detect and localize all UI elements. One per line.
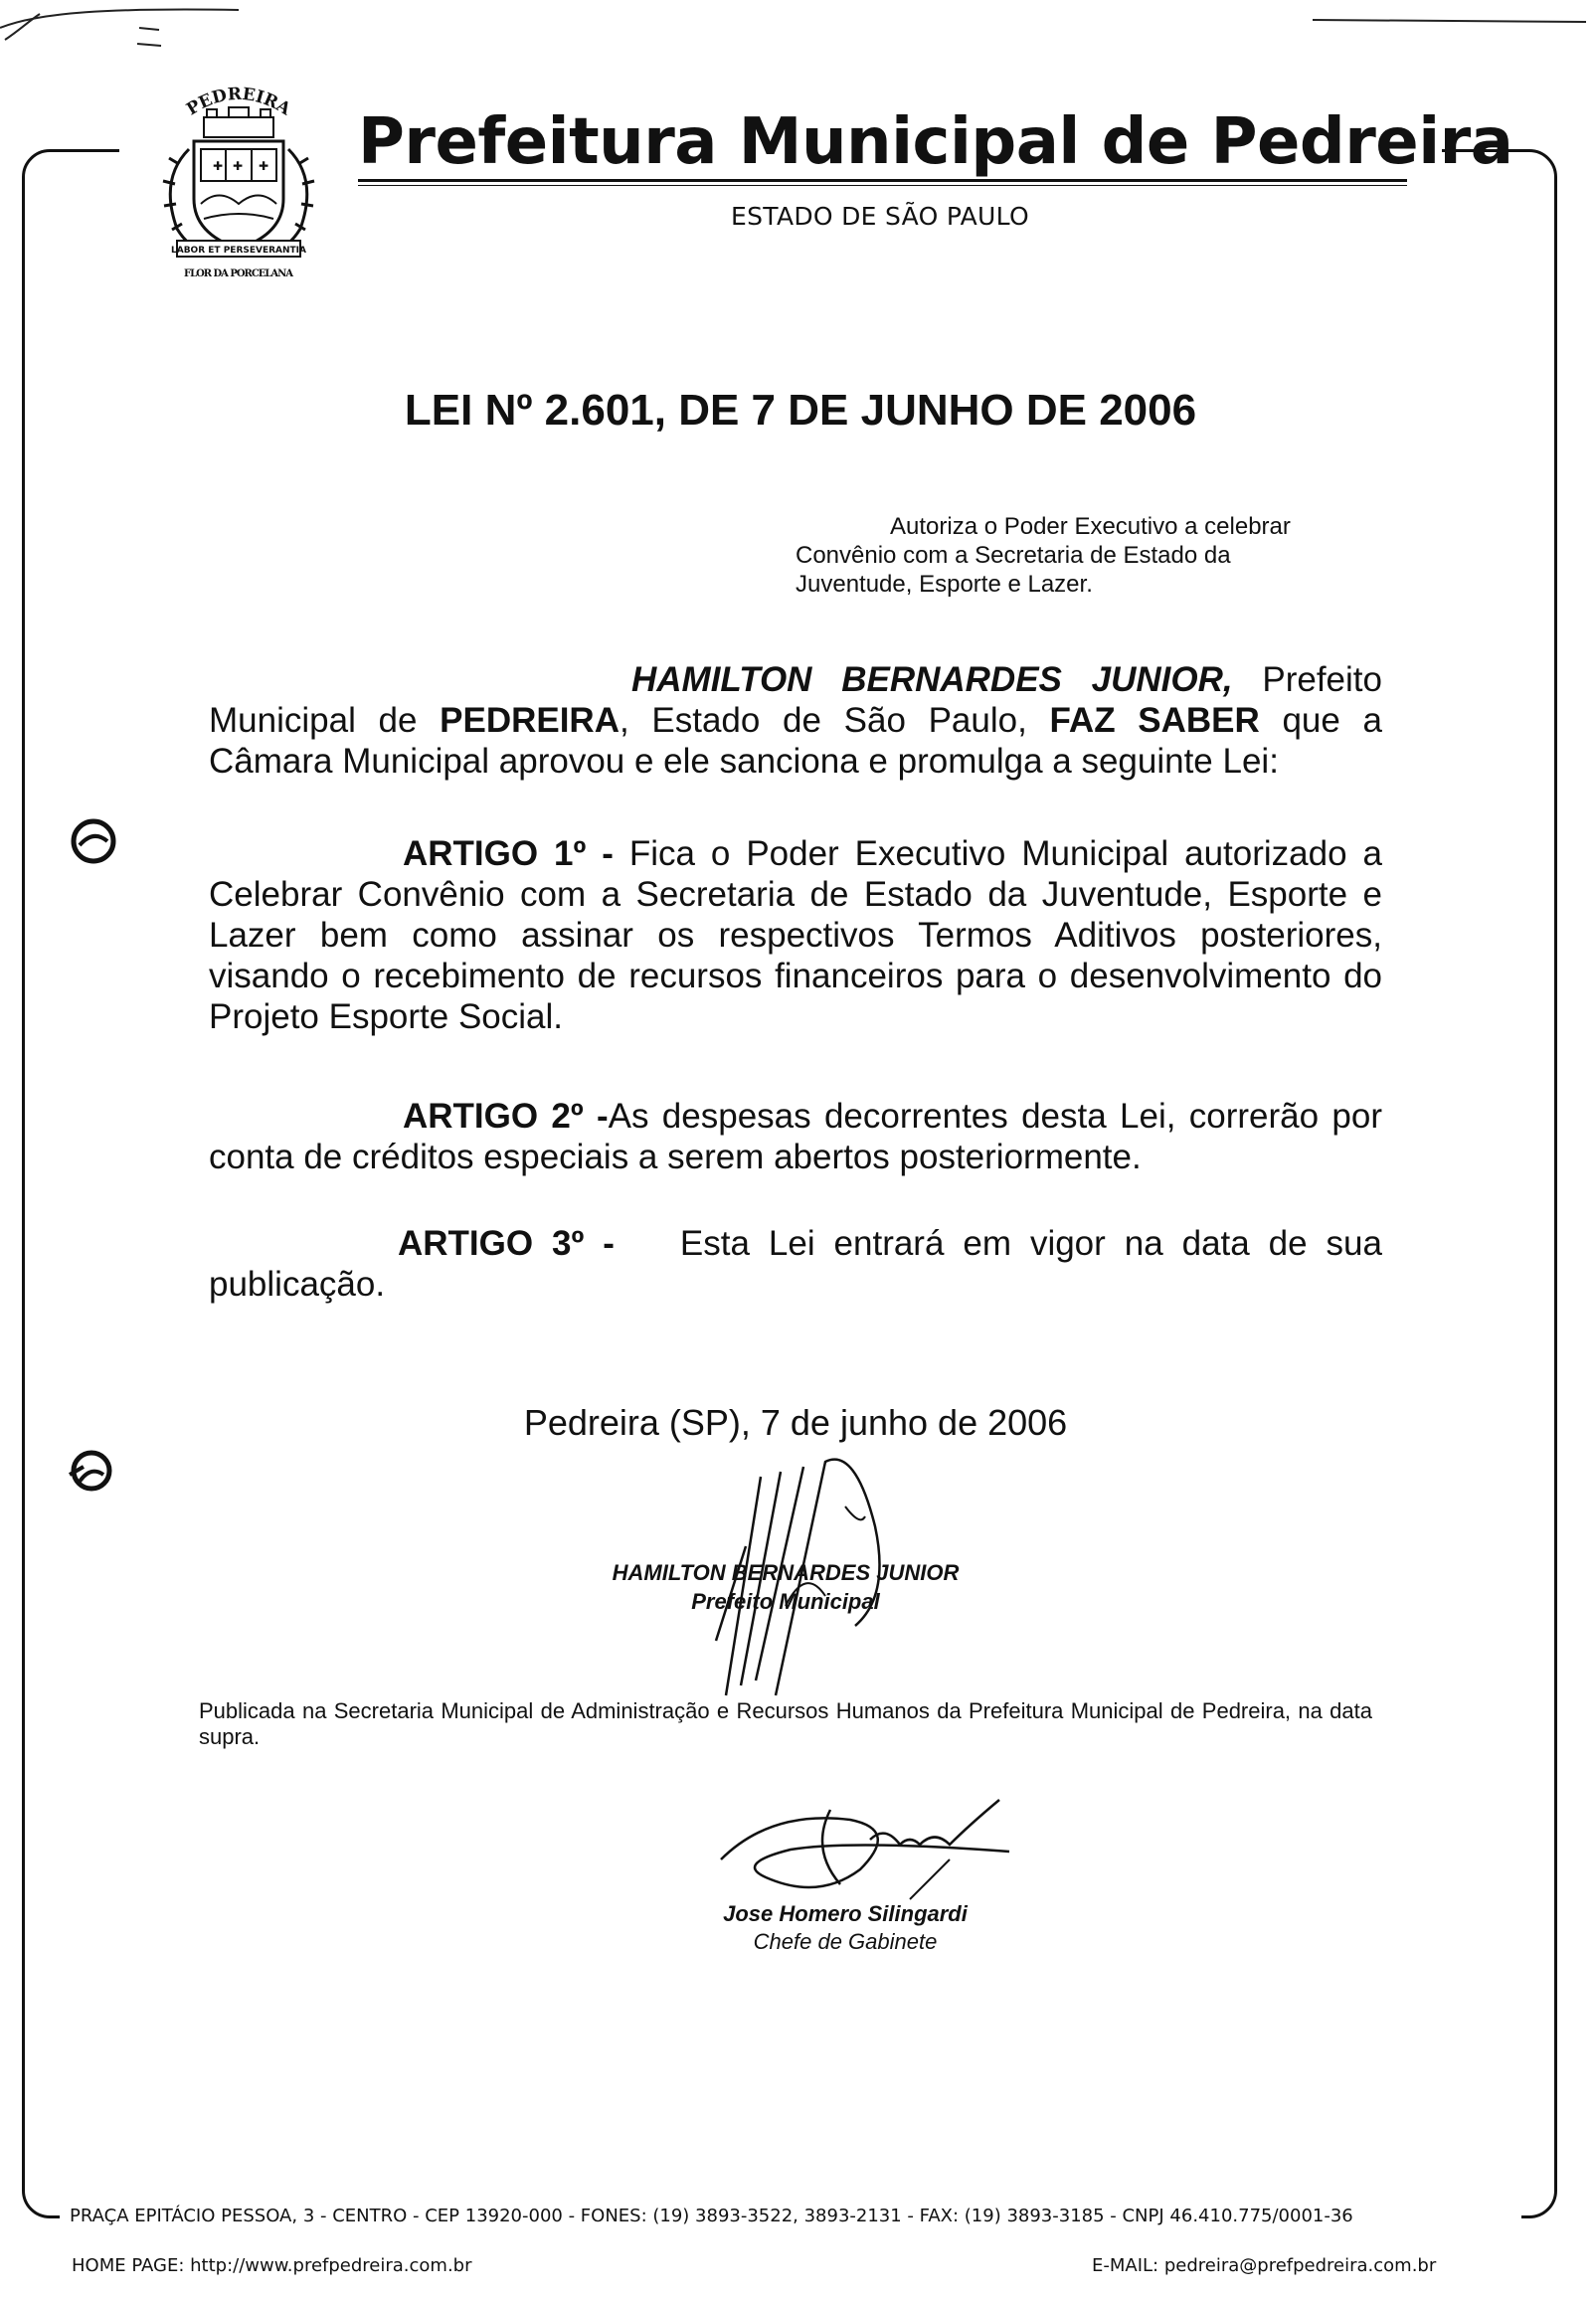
crest-banner-text: LABOR ET PERSEVERANTIA <box>171 246 306 256</box>
article-text: Fica o Poder Executivo Municipal autorizado a Celebrar Convênio com a Secretaria de Estado da Juventude, Esporte e Lazer bem como assinar os respectivos Termos Aditivos posteriores, visando o recebimento de recursos financeiros para o desenvolvimento do Projeto Esporte Social. <box>209 834 1382 1036</box>
law-summary: Autoriza o Poder Executivo a celebrar Convênio com a Secretaria de Estado da Juventude, Esporte e Lazer. <box>796 513 1291 598</box>
title-underline <box>358 179 1407 182</box>
article-2 <box>209 1096 1382 1177</box>
place-date: Pedreira (SP), 7 de junho de 2006 <box>523 1402 1068 1443</box>
svg-text:✚: ✚ <box>233 159 244 173</box>
punch-hole-mark <box>68 815 119 867</box>
article-1 <box>209 833 1382 1037</box>
svg-text:PEDREIRA <box>183 85 294 120</box>
preamble-text: , Estado de São Paulo, <box>620 701 1050 740</box>
scan-mark-top-left <box>0 0 249 60</box>
title-underline <box>358 185 1407 186</box>
footer-home-page: HOME PAGE: http://www.prefpedreira.com.br <box>72 2255 472 2276</box>
svg-text:✚: ✚ <box>259 159 269 173</box>
scan-mark-top-right <box>1293 8 1591 28</box>
chief-of-staff-signature <box>711 1790 1029 1909</box>
footer-email: E-MAIL: pedreira@prefpedreira.com.br <box>1092 2255 1437 2276</box>
mayor-name: HAMILTON BERNARDES JUNIOR, <box>631 660 1233 699</box>
signatory-name: Jose Homero Silingardi <box>723 1901 968 1926</box>
crest-top-text: PEDREIRA <box>183 84 294 120</box>
faz-saber: FAZ SABER <box>1049 701 1260 740</box>
signatory-role: Prefeito Municipal <box>691 1589 880 1614</box>
page-title: Prefeitura Municipal de Pedreira <box>358 105 1513 179</box>
preamble-paragraph <box>209 659 1382 782</box>
punch-hole-mark <box>64 1445 115 1497</box>
article-label: ARTIGO 3º - <box>398 1224 615 1263</box>
article-label: ARTIGO 1º - <box>403 834 614 873</box>
article-text: As despesas decorrentes desta Lei, correrão por conta de créditos especiais a serem abertos posteriormente. <box>209 1097 1382 1176</box>
preamble-text: que a Câmara Municipal aprovou e ele sanciona e promulga a seguinte Lei: <box>209 701 1382 781</box>
city-name: PEDREIRA <box>440 701 620 740</box>
preamble-text: Prefeito Municipal de <box>209 660 1382 740</box>
article-label: ARTIGO 2º - <box>403 1097 609 1136</box>
article-text: Esta Lei entrará em vigor na data de sua publicação. <box>209 1224 1382 1304</box>
svg-text:✚: ✚ <box>213 159 224 173</box>
signatory-name: HAMILTON BERNARDES JUNIOR <box>612 1560 960 1585</box>
law-title: LEI Nº 2.601, DE 7 DE JUNHO DE 2006 <box>404 386 1197 435</box>
state-subtitle: ESTADO DE SÃO PAULO <box>731 202 1029 231</box>
crest-bottom-text: FLOR DA PORCELANA <box>184 268 293 279</box>
signatory-role: Chefe de Gabinete <box>753 1929 938 1954</box>
article-3 <box>209 1223 1382 1305</box>
publication-note: Publicada na Secretaria Municipal de Administração e Recursos Humanos da Prefeitura Municipal de Pedreira, na data supra. <box>199 1698 1372 1749</box>
footer-address: PRAÇA EPITÁCIO PESSOA, 3 - CENTRO - CEP 13920-000 - FONES: (19) 3893-3522, 3893-2131 - FAX: (19) 3893-3185 - CNPJ 46.410.775/0001-36 <box>70 2206 1353 2226</box>
municipal-crest-emblem <box>149 70 328 288</box>
